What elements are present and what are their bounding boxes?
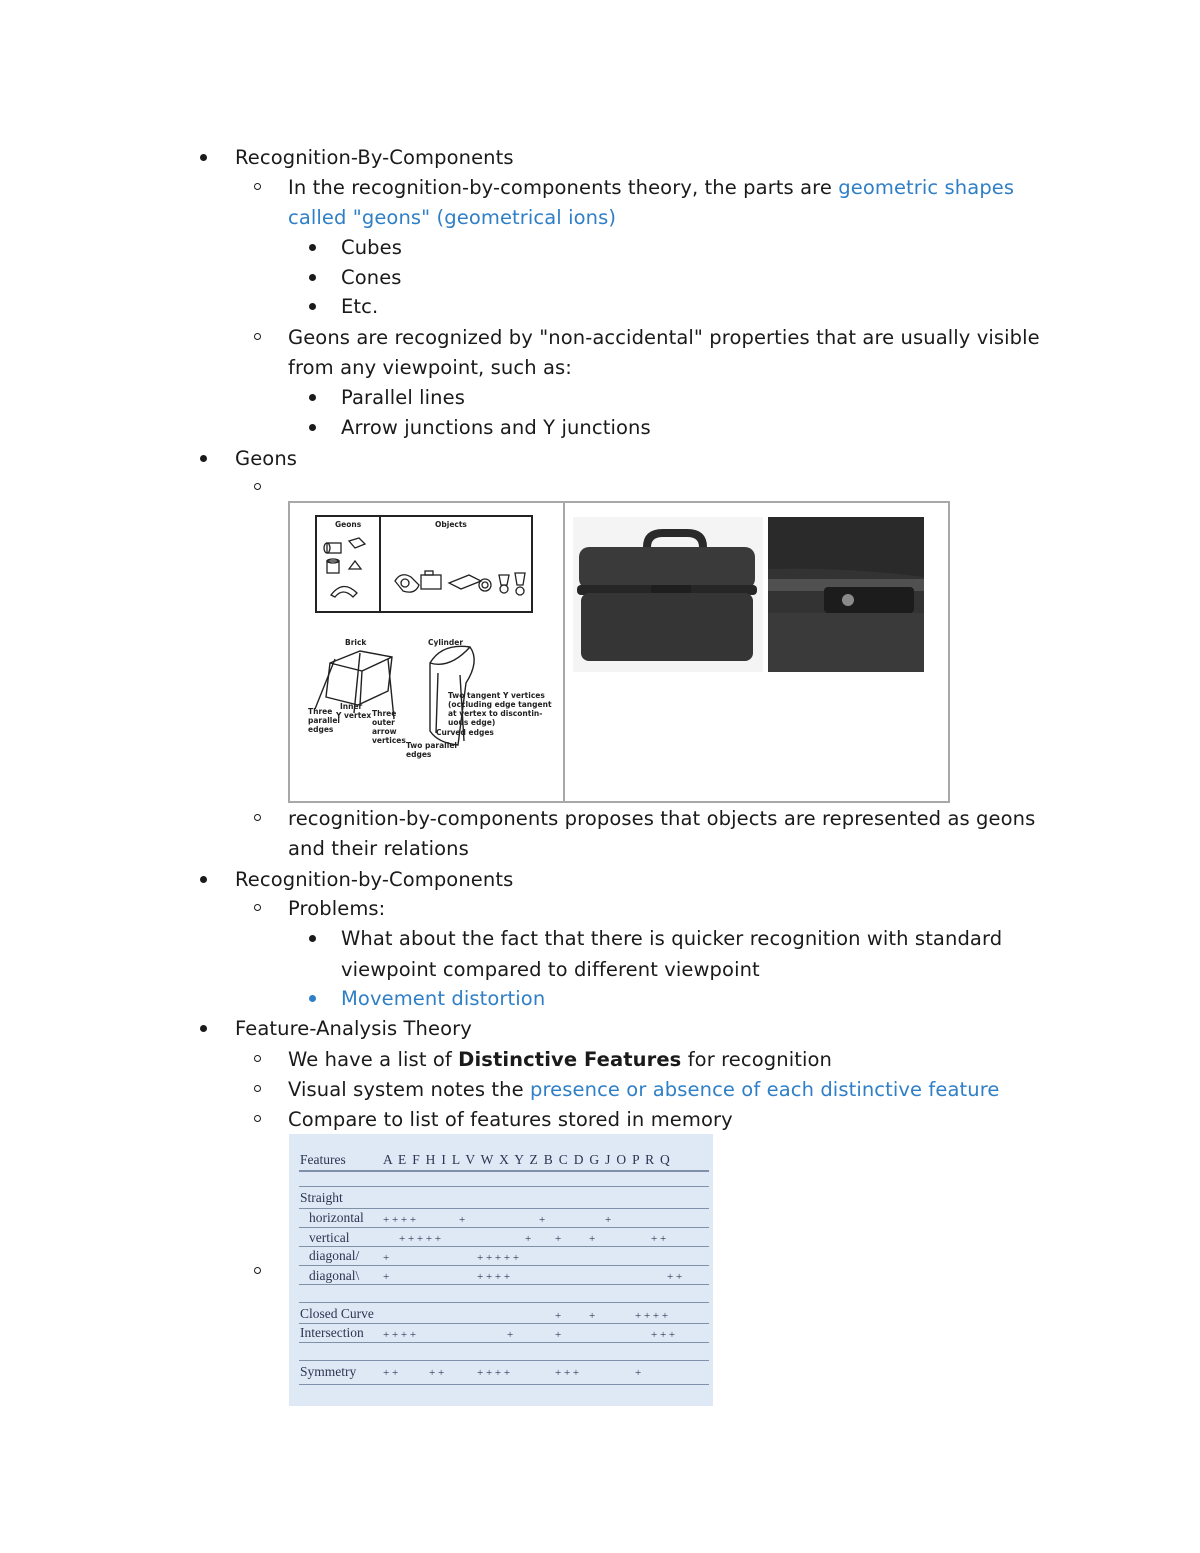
cylinder-note: at vertex to discontin- [448, 709, 543, 718]
svg-text:+: + [555, 1329, 562, 1341]
cylinder-note: (occluding edge tangent [448, 700, 552, 709]
svg-text:+: + [605, 1214, 612, 1226]
row-horizontal: horizontal [309, 1210, 364, 1225]
example-item: Cubes [341, 236, 403, 259]
svg-text:+ + + +: + + + + [477, 1271, 511, 1283]
figure-divider [563, 503, 565, 801]
row-symmetry: Symmetry [300, 1364, 357, 1379]
svg-text:+ + + +: + + + + [383, 1329, 417, 1341]
brick-note: edges [308, 725, 334, 734]
svg-text:+: + [555, 1233, 562, 1245]
brick-note: Inner [340, 702, 363, 711]
bullet-dot [309, 424, 316, 431]
distinctive-features-text: We have a list of Distinctive Features for recognition [288, 1048, 832, 1071]
cylinder-note: uous edge) [448, 718, 496, 727]
objects-label: Objects [435, 520, 467, 529]
bullet-circle [254, 814, 261, 821]
bullet-circle [254, 333, 261, 340]
example-item: Etc. [341, 295, 379, 318]
svg-text:+ + + +: + + + + [635, 1310, 669, 1322]
non-accidental-text: Geons are recognized by "non-accidental" properties that are usually visible [288, 326, 1040, 349]
geons-label: Geons [335, 520, 362, 529]
visual-system-text: Visual system notes the presence or absence of each distinctive feature [288, 1078, 1000, 1101]
svg-text:+ + + +: + + + + [383, 1214, 417, 1226]
problem-item-2: viewpoint compared to different viewpoint [341, 958, 760, 981]
geons-objects-diagram [315, 515, 533, 613]
svg-text:+: + [383, 1252, 390, 1264]
bullet-dot [200, 455, 207, 462]
brick-note: parallel [308, 716, 340, 725]
bullet-dot [200, 1025, 207, 1032]
compare-text: Compare to list of features stored in memory [288, 1108, 733, 1131]
svg-text:+ + + + +: + + + + + [477, 1252, 520, 1264]
geon-shapes-drawing [317, 517, 531, 611]
link-movement-distortion[interactable]: Movement distortion [341, 987, 546, 1010]
link-geons-def[interactable]: called "geons" (geometrical ions) [288, 206, 617, 229]
svg-text:+ + +: + + + [651, 1329, 676, 1341]
svg-text:+ +: + + [667, 1271, 683, 1283]
row-straight: Straight [300, 1190, 343, 1205]
bullet-dot [309, 394, 316, 401]
row-diagonal-back: diagonal\ [309, 1268, 360, 1283]
bullet-dot [200, 876, 207, 883]
svg-text:+: + [459, 1214, 466, 1226]
svg-text:+ + + + +: + + + + + [399, 1233, 442, 1245]
problem-item: What about the fact that there is quicker recognition with standard [341, 927, 1003, 950]
svg-text:+ +: + + [383, 1367, 399, 1379]
brick-note: Y vertex [336, 711, 372, 720]
link-geometric-shapes[interactable]: geometric shapes [838, 176, 1015, 199]
heading-geons: Geons [235, 447, 298, 470]
geons-caption-2: and their relations [288, 837, 469, 860]
problems-label: Problems: [288, 897, 386, 920]
brick-note: vertices [372, 736, 406, 745]
brick-note: Three [372, 709, 397, 718]
table-header: Features [300, 1152, 346, 1167]
brick-label: Brick [345, 638, 367, 647]
property-item: Parallel lines [341, 386, 465, 409]
brick-note: arrow [372, 727, 397, 736]
bullet-circle [254, 1115, 261, 1122]
row-vertical: vertical [309, 1230, 350, 1245]
table-letters: A E F H I L V W X Y Z B C D G J O P R Q [383, 1152, 672, 1167]
bullet-circle [254, 183, 261, 190]
svg-text:+: + [635, 1367, 642, 1379]
bullet-dot [309, 935, 316, 942]
cylinder-note: Curved edges [436, 728, 494, 737]
svg-text:+: + [507, 1329, 514, 1341]
svg-text:+: + [589, 1233, 596, 1245]
bullet-dot [309, 244, 316, 251]
row-diagonal-forward: diagonal/ [309, 1248, 360, 1263]
svg-text:+: + [589, 1310, 596, 1322]
brick-note: Three [308, 707, 333, 716]
bullet-dot [200, 154, 207, 161]
geons-caption: recognition-by-components proposes that objects are represented as geons [288, 807, 1036, 830]
cylinder-note: edges [406, 750, 432, 759]
cylinder-note: Two parallel [406, 741, 457, 750]
svg-text:+ +: + + [429, 1367, 445, 1379]
bullet-circle [254, 1055, 261, 1062]
cylinder-note: Two tangent Y vertices [448, 691, 545, 700]
geons-figure [288, 501, 950, 803]
heading-rbc-2: Recognition-by-Components [235, 868, 514, 891]
feature-marks [289, 1134, 713, 1406]
row-closed-curve: Closed Curve [300, 1306, 374, 1321]
non-accidental-text-2: from any viewpoint, such as: [288, 356, 572, 379]
svg-text:+ + +: + + + [555, 1367, 580, 1379]
case-photo [573, 517, 763, 672]
feature-table-image [289, 1134, 713, 1406]
bullet-dot [309, 303, 316, 310]
case-detail-photo [768, 517, 924, 672]
svg-text:+ + + +: + + + + [477, 1367, 511, 1379]
svg-text:+: + [555, 1310, 562, 1322]
bullet-circle [254, 904, 261, 911]
heading-rbc: Recognition-By-Components [235, 146, 514, 169]
bullet-dot [309, 274, 316, 281]
rbc-definition: In the recognition-by-components theory, the parts are geometric shapes [288, 176, 1015, 199]
heading-feature-analysis: Feature-Analysis Theory [235, 1017, 472, 1040]
bullet-circle [254, 1267, 261, 1274]
bullet-dot [309, 995, 316, 1002]
svg-text:+: + [525, 1233, 532, 1245]
bullet-circle [254, 1085, 261, 1092]
property-item: Arrow junctions and Y junctions [341, 416, 651, 439]
bullet-circle [254, 483, 261, 490]
svg-text:+: + [539, 1214, 546, 1226]
example-item: Cones [341, 266, 402, 289]
link-presence-absence[interactable]: presence or absence of each distinctive feature [530, 1078, 1000, 1101]
svg-text:+: + [383, 1271, 390, 1283]
cylinder-label: Cylinder [428, 638, 464, 647]
svg-text:+ +: + + [651, 1233, 667, 1245]
row-intersection: Intersection [300, 1325, 364, 1340]
brick-note: outer [372, 718, 395, 727]
